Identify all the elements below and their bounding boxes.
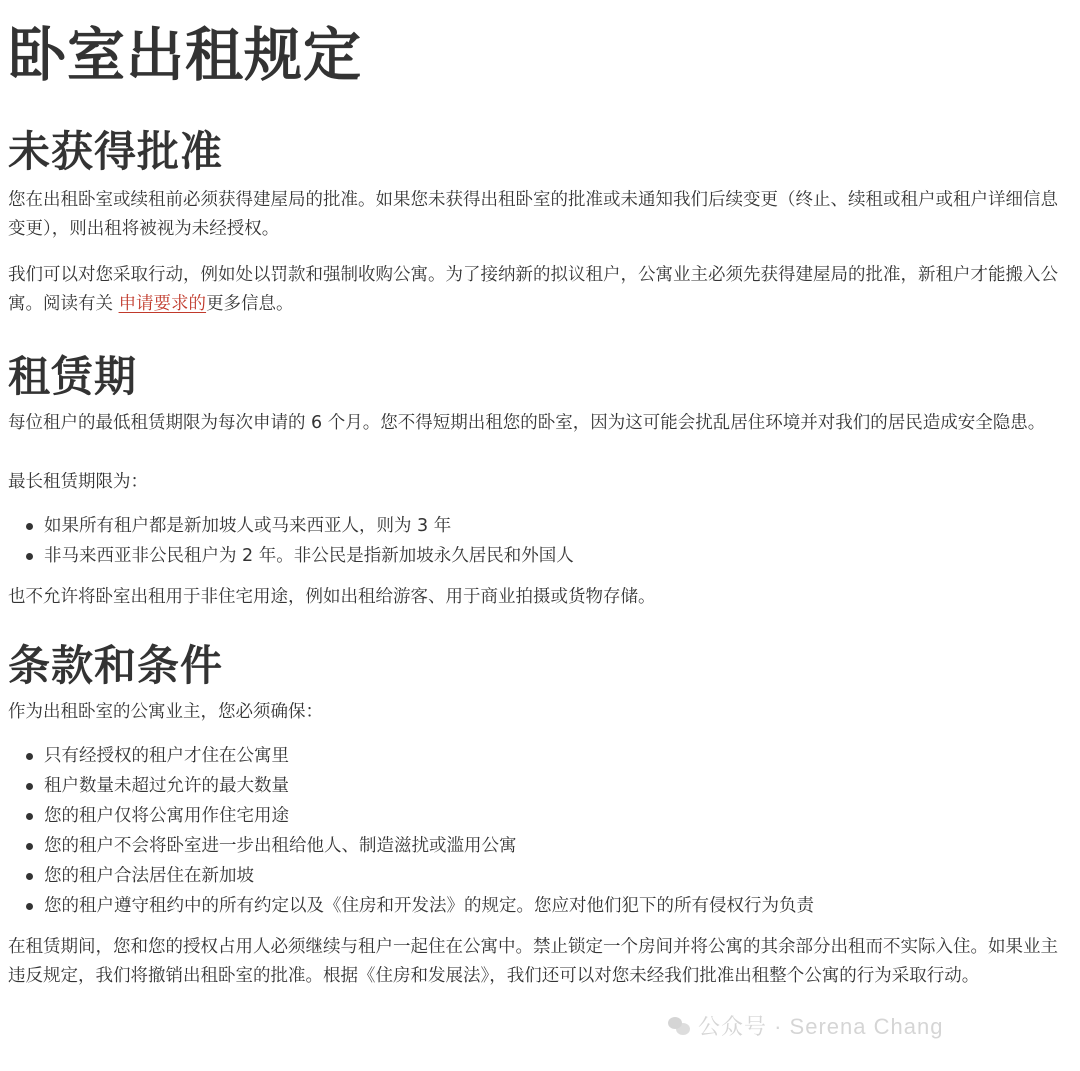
lease-paragraph-1: 每位租户的最低租赁期限为每次申请的 6 个月。您不得短期出租您的卧室，因为这可能会扰乱居住环境并对我们的居民造成安全隐患。: [8, 413, 1046, 433]
unapproved-paragraph-2: [8, 261, 1072, 319]
list-item: 您的租户不会将卧室进一步出租给他人、制造滋扰或滥用公寓: [8, 831, 1072, 861]
list-item: 非马来西亚非公民租户为 2 年。非公民是指新加坡永久居民和外国人: [8, 541, 1072, 571]
list-item: 只有经授权的租户才住在公寓里: [8, 741, 1072, 771]
list-item: 您的租户仅将公寓用作住宅用途: [8, 801, 1072, 831]
list-item: 您的租户合法居住在新加坡: [8, 861, 1072, 891]
page-title: 卧室出租规定: [8, 21, 363, 89]
wechat-icon: [668, 1017, 690, 1035]
list-item: 您的租户遵守租约中的所有约定以及《住房和开发法》的规定。您应对他们犯下的所有侵权行为负责: [8, 891, 1072, 921]
application-requirements-link[interactable]: 申请要求的: [118, 294, 207, 314]
watermark: [668, 1010, 943, 1041]
list-item: 如果所有租户都是新加坡人或马来西亚人，则为 3 年: [8, 511, 1072, 541]
terms-paragraph-2: 在租赁期间，您和您的授权占用人必须继续与租户一起住在公寓中。禁止锁定一个房间并将公寓的其余部分出租而不实际入住。如果业主违反规定，我们将撤销出租卧室的批准。根据《住房和发展法》，我们还可以对您未经我们批准出租整个公寓的行为采取行动。: [8, 937, 1058, 986]
lease-paragraph-3: 也不允许将卧室出租用于非住宅用途，例如出租给游客、用于商业拍摄或货物存储。: [8, 587, 656, 607]
list-item: 租户数量未超过允许的最大数量: [8, 771, 1072, 801]
section-heading-lease: 租赁期: [8, 352, 138, 401]
section-heading-terms: 条款和条件: [8, 641, 224, 690]
unapproved-paragraph-2-lead: 我们可以对您采取行动，例如处以罚款和强制收购公寓。为了接纳新的拟议租户，公寓业主必须先获得建屋局的批准，新租户才能搬入公寓。阅读有关: [8, 265, 1058, 314]
terms-paragraph-1: 作为出租卧室的公寓业主，您必须确保：: [8, 702, 323, 722]
document: [8, 0, 1072, 991]
watermark-text: 公众号 · Serena Chang: [698, 1014, 944, 1039]
lease-list: [8, 511, 1072, 571]
unapproved-paragraph-2-tail: 更多信息。: [206, 294, 294, 314]
terms-list: [8, 741, 1072, 921]
lease-paragraph-2: 最长租赁期限为：: [8, 472, 148, 492]
section-heading-unapproved: 未获得批准: [8, 127, 224, 176]
unapproved-paragraph-1: 您在出租卧室或续租前必须获得建屋局的批准。如果您未获得出租卧室的批准或未通知我们后续变更（终止、续租或租户或租户详细信息变更），则出租将被视为未经授权。: [8, 190, 1058, 239]
